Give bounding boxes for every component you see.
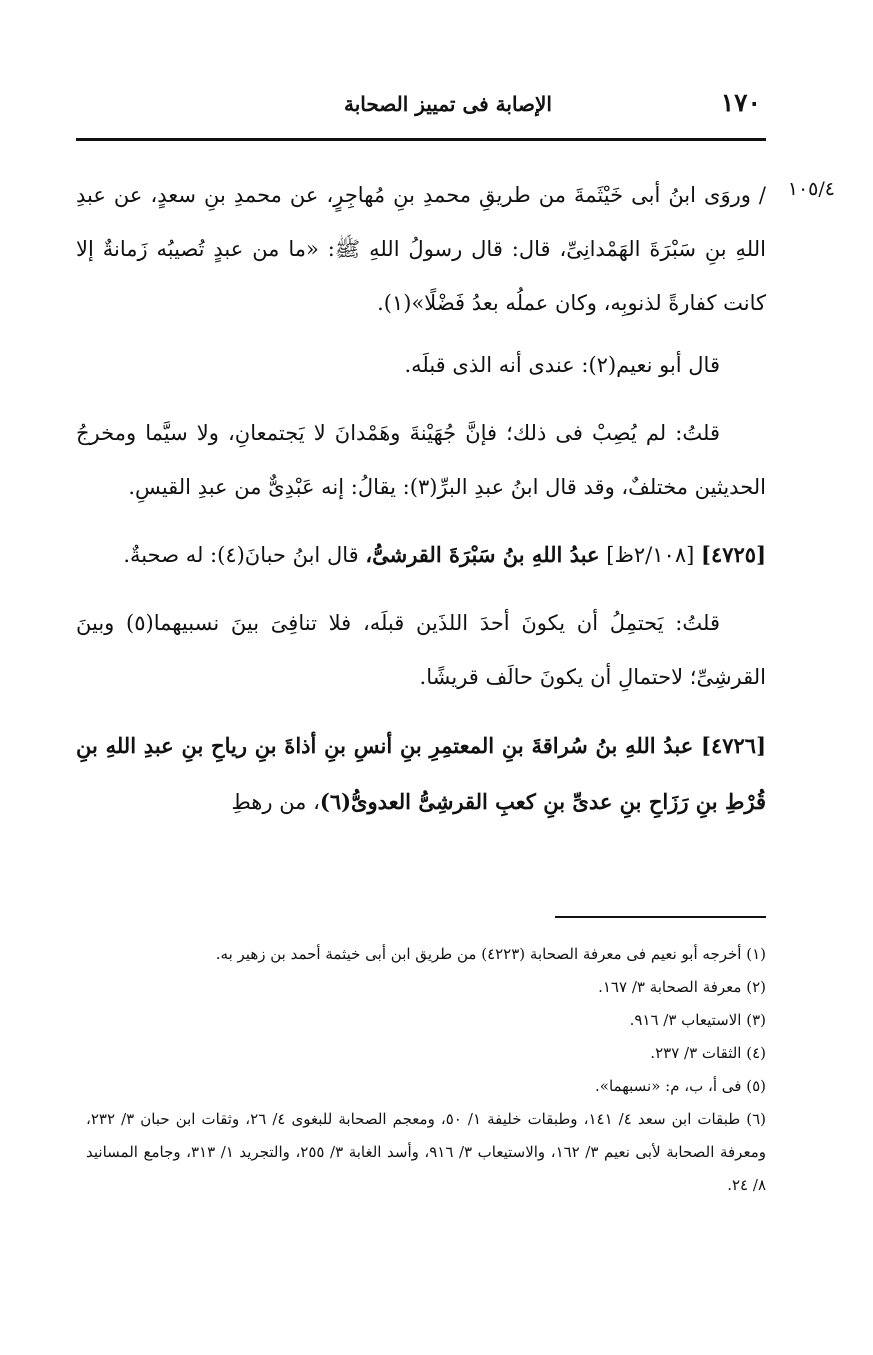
footnote-4: (٤) الثقات ٣/ ٢٣٧. <box>650 1044 766 1062</box>
page-number: ١٧٠ <box>720 88 761 117</box>
entry-name: عبدُ اللهِ بنُ سُراقةَ بنِ المعتمِرِ بنِ أنسِ بنِ أذاةَ بنِ رياحِ بنِ عبدِ اللهِ بنِ قُرْطِ بنِ رَزَاحِ بنِ عدىِّ بنِ كعبِ القرشِىُّ العدوىُّ(٦) <box>76 733 766 814</box>
footnote-divider <box>555 916 766 918</box>
paragraph-commentary: قلتُ: لم يُصِبْ فى ذلك؛ فإنَّ جُهَيْنةَ وهَمْدانَ لا يَجتمعانِ، ولا سيَّما ومخرجُ الحديثين مختلفٌ، وقد قال ابنُ عبدِ البرِّ(٣): يقالُ: إنه عَبْدِىٌّ من عبدِ القيسِ. <box>76 421 766 499</box>
footnote-6: (٦) طبقات ابن سعد ٤/ ١٤١، وطبقات خليفة ١/ ٥٠، ومعجم الصحابة للبغوى ٤/ ٢٦، وثقات ابن حبان ٣/ ٢٣٢، ومعرفة الصحابة لأبى نعيم ٣/ ١٦٢، والاستيعاب ٣/ ٩١٦، وأسد الغابة ٣/ ٢٥٥، والتجريد ١/ ٣١٣، وجامع المسانيد ٨/ ٢٤. <box>86 1110 767 1194</box>
entry-text: قال ابنُ حبانَ(٤): له صحبةٌ. <box>123 543 359 567</box>
entry-number: [٤٧٢٥] <box>701 542 766 567</box>
entry-4726 <box>76 718 766 830</box>
footnote-3: (٣) الاستيعاب ٣/ ٩١٦. <box>629 1011 766 1029</box>
paragraph-commentary-2: قلتُ: يَحتمِلُ أن يكونَ أحدَ اللذَين قبلَه، فلا تنافِىَ بينَ نسبيهما(٥) وبينَ القرشِىِّ؛ لاحتمالِ أن يكونَ حالَف قريشًا. <box>76 611 766 689</box>
footnote-5: (٥) فى أ، ب، م: «نسبهما». <box>595 1077 766 1095</box>
footnotes <box>86 938 766 1202</box>
paragraph-abu-nuaym: قال أبو نعيم(٢): عندى أنه الذى قبلَه. <box>404 353 720 377</box>
header-divider <box>76 138 766 141</box>
entry-4725 <box>76 528 766 582</box>
running-title: الإصابة فى تمييز الصحابة <box>344 92 552 116</box>
footnote-2: (٢) معرفة الصحابة ٣/ ١٦٧. <box>598 978 766 996</box>
entry-name: عبدُ اللهِ بنُ سَبْرَةَ القرشىُّ، <box>365 542 600 567</box>
entry-number: [٤٧٢٦] <box>701 733 766 758</box>
footnote-1: (١) أخرجه أبو نعيم فى معرفة الصحابة (٤٢٢٣) من طريق ابن أبى خيثمة أحمد بن زهير به. <box>215 945 766 963</box>
main-text <box>76 168 766 830</box>
margin-reference: ١٠٥/٤ <box>787 178 835 200</box>
manuscript-reference: [٢/١٠٨ظ] <box>606 543 695 567</box>
entry-text: ، من رهطِ <box>231 790 320 814</box>
paragraph-hadith: / وروَى ابنُ أبى خَيْثَمةَ من طريقِ محمدِ بنِ مُهاجِرٍ، عن محمدِ بنِ سعدٍ، عن عبدِ اللهِ بنِ سَبْرَةَ الهَمْدانِىِّ، قال: قال رسولُ اللهِ ﷺ: «ما من عبدٍ تُصيبُه زَمانةٌ إلا كانت كفارةً لذنوبِه، وكان عملُه بعدُ فَضْلًا»(١). <box>76 183 766 315</box>
